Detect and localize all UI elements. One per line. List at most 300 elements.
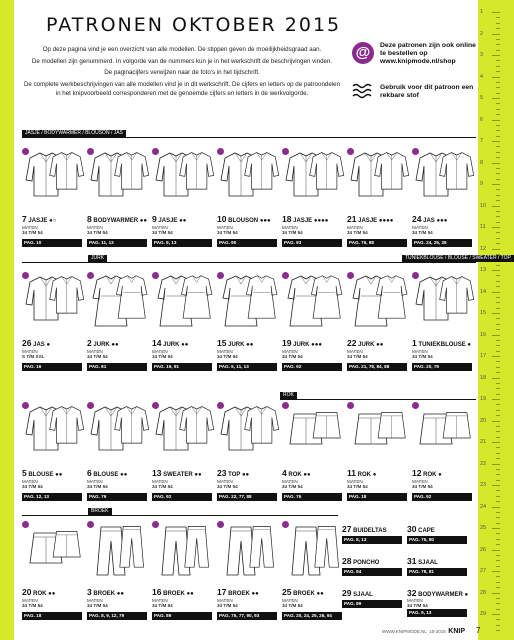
intro-line: De paginacijfers verwijzen naar de foto's in het tijdschrift. (104, 69, 260, 76)
pattern-type: JASJE (358, 218, 378, 224)
difficulty-dots: ●● (179, 218, 187, 224)
intro-line: Op deze pagina vind je een overzicht van alle modellen. De stippen geven de moeilijkheidsgraad aan. (42, 46, 322, 53)
pattern-name (87, 214, 147, 224)
pattern-card[interactable] (87, 402, 149, 514)
pattern-name (347, 338, 383, 348)
ruler-tick (496, 345, 500, 346)
page-title: PATRONEN OKTOBER 2015 (46, 14, 342, 36)
page-reference: PAG. 92 (282, 363, 342, 371)
pattern-type: BUIDELTAS (353, 528, 387, 534)
garment-back-drawing (113, 523, 152, 575)
ruler-tick (496, 130, 500, 131)
pattern-number: 13 (152, 468, 162, 478)
footer-site: WWW.KNIPMODE.NL (382, 629, 427, 634)
ruler-tick (492, 399, 500, 400)
ruler-tick (492, 12, 500, 13)
pattern-type: JURK (358, 342, 375, 348)
size-label: MATEN (22, 479, 38, 484)
pattern-card[interactable] (412, 402, 474, 514)
size-label: MATEN (152, 479, 168, 484)
difficulty-dots: ● (46, 342, 51, 348)
difficulty-dots: ●●● (311, 342, 323, 348)
size-range: 34 T/M 54 (152, 354, 173, 359)
page-reference: PAG. 92 (152, 493, 212, 501)
ruler-tick (496, 232, 500, 233)
ruler-tick (496, 216, 500, 217)
pattern-type: SJAAL (353, 592, 373, 598)
pattern-type: ROK (423, 472, 437, 478)
pattern-card[interactable] (22, 148, 84, 260)
ruler-tick (496, 512, 500, 513)
pattern-name (22, 468, 62, 478)
pattern-number: 15 (217, 338, 227, 348)
pattern-number: 18 (282, 214, 292, 224)
pattern-type: JURK (163, 342, 180, 348)
ruler-tick (492, 163, 500, 164)
garment-back-drawing (48, 274, 87, 326)
size-range: 34 T/M 54 (282, 230, 303, 235)
ruler-number: 19 (480, 396, 487, 402)
ruler-tick (492, 442, 500, 443)
ruler-tick (496, 222, 500, 223)
ruler-tick (496, 39, 500, 40)
pattern-number: 17 (217, 587, 227, 597)
ruler-tick (496, 453, 500, 454)
pattern-type: BODYWARMER (93, 218, 139, 224)
pattern-card[interactable] (87, 521, 149, 633)
ruler-tick (496, 447, 500, 448)
difficulty-dots: ● (464, 592, 469, 598)
pattern-type: SJAAL (418, 560, 438, 566)
difficulty-dots: ●○ (49, 218, 57, 224)
difficulty-dots: ●●●● (378, 218, 394, 224)
ruler-tick (496, 619, 500, 620)
footer-issue: 10-2015 (429, 629, 446, 634)
size-label: MATEN (217, 479, 233, 484)
size-label: MATEN (412, 349, 428, 354)
page-number: 7 (476, 626, 481, 635)
ruler-tick (496, 136, 500, 137)
ruler-tick (496, 168, 500, 169)
pattern-card[interactable] (22, 272, 84, 384)
difficulty-dots: ● (467, 342, 472, 348)
ruler-tick (496, 329, 500, 330)
accessory-card[interactable] (342, 588, 404, 618)
size-range: 34 T/M 54 (152, 603, 173, 608)
size-range: 34 T/M 54 (217, 484, 238, 489)
size-range: 34 T/M 54 (217, 354, 238, 359)
ruler-number: 28 (480, 589, 487, 596)
pattern-card[interactable] (282, 402, 344, 514)
ruler-tick (496, 383, 500, 384)
pattern-type: JASJE (158, 218, 178, 224)
divider (22, 262, 476, 263)
size-range: 34 T/M 54 (152, 230, 173, 235)
pattern-name (152, 338, 188, 348)
ruler-tick (496, 533, 500, 534)
ruler-tick (492, 485, 500, 486)
garment-back-drawing (113, 274, 152, 326)
ruler-number: 7 (480, 138, 484, 144)
ruler-tick (496, 598, 500, 599)
section-label-rok: ROK (280, 392, 297, 399)
ruler-number: 8 (480, 159, 484, 166)
size-range: 34 T/M 54 (87, 484, 108, 489)
stretch-fabric-text: Gebruik voor dit patroon een rekbare stof (380, 84, 474, 99)
ruler-tick (496, 66, 500, 67)
divider (22, 515, 338, 516)
ruler-tick (496, 431, 500, 432)
size-range: 34 T/M 54 (412, 354, 433, 359)
ruler-tick (496, 281, 500, 282)
pattern-card[interactable] (152, 402, 214, 514)
garment-back-drawing (438, 404, 477, 456)
ruler-tick (492, 421, 500, 422)
garment-back-drawing (243, 274, 282, 326)
ruler-tick (492, 55, 500, 56)
ruler-tick (496, 367, 500, 368)
ruler-tick (496, 458, 500, 459)
fabric-icon (352, 82, 374, 100)
page-reference: PAG. 75, 77, 90, 93 (217, 612, 277, 620)
ruler-number: 10 (480, 202, 487, 209)
pattern-card[interactable] (347, 148, 409, 260)
accessory-card[interactable] (342, 524, 404, 554)
garment-back-drawing (178, 274, 217, 326)
pattern-name (347, 214, 393, 224)
pattern-card[interactable] (282, 148, 344, 260)
size-label: MATEN (217, 225, 233, 230)
ruler-number: 14 (480, 288, 487, 295)
pattern-card[interactable] (22, 402, 84, 514)
ruler-tick (496, 437, 500, 438)
footer-brand: KNIP (448, 628, 466, 635)
ruler-number: 4 (480, 73, 484, 80)
ruler-tick (496, 603, 500, 604)
pattern-card[interactable] (152, 148, 214, 260)
pattern-card[interactable] (152, 521, 214, 633)
garment-back-drawing (113, 150, 152, 202)
garment-back-drawing (308, 404, 347, 456)
ruler-number: 9 (480, 181, 484, 187)
difficulty-dots: ●● (116, 591, 124, 597)
pattern-number: 27 (342, 524, 352, 534)
garment-back-drawing (178, 150, 217, 202)
page-reference: PAG. 9, 13 (407, 609, 467, 617)
garment-back-drawing (373, 274, 412, 326)
pattern-number: 2 (87, 338, 92, 348)
ruler-tick (492, 507, 500, 508)
pattern-name (282, 338, 322, 348)
size-range: 34 T/M 54 (217, 603, 238, 608)
page-reference: PAG. 11, 13 (87, 239, 147, 247)
difficulty-dots: ●● (139, 218, 147, 224)
ruler-tick (492, 614, 500, 615)
divider (22, 137, 476, 138)
accessory-card[interactable] (407, 556, 469, 586)
section-label-broek: BROEK (88, 508, 112, 515)
pattern-name (282, 468, 311, 478)
ruler-tick (496, 523, 500, 524)
difficulty-dots: ●● (246, 342, 254, 348)
ruler-tick (496, 50, 500, 51)
page-reference: PAG. 78, 81 (407, 568, 467, 576)
info-box (352, 42, 477, 104)
pattern-card[interactable] (217, 148, 279, 260)
pattern-card[interactable] (217, 521, 279, 633)
intro-line: De modellen zijn genummerd. In volgorde van de nummers kun je in het werkschrift de beschrijvingen vinden. (31, 57, 333, 65)
page-reference: PAG. 75, 80 (407, 536, 467, 544)
ruler-tick (496, 103, 500, 104)
pattern-name (282, 587, 324, 597)
difficulty-dots: ●● (251, 591, 259, 597)
ruler-number: 29 (480, 611, 487, 617)
pattern-card[interactable] (87, 272, 149, 384)
page-reference: PAG. 21, 78, 84, 88 (347, 363, 407, 371)
pattern-type: BLOUSE (93, 472, 119, 478)
page-reference: PAG. 6, 11, 13 (217, 363, 277, 371)
ruler-tick (496, 173, 500, 174)
pattern-type: JAS (33, 342, 45, 348)
ruler-tick (496, 82, 500, 83)
ruler-tick (496, 23, 500, 24)
page-reference: PAG. 18 (22, 612, 82, 620)
page-reference: PAG. 20, 79 (412, 363, 472, 371)
ruler-number: 6 (480, 116, 484, 123)
accessory-card[interactable] (407, 524, 469, 554)
pattern-number: 5 (22, 468, 27, 478)
page-reference: PAG. 90 (217, 239, 277, 247)
pattern-name (152, 468, 202, 478)
ruler-tick (492, 356, 500, 357)
ruler-tick (496, 114, 500, 115)
garment-back-drawing (178, 404, 217, 456)
ruler-tick (496, 404, 500, 405)
ruler-tick (496, 44, 500, 45)
pattern-type: JURK (228, 342, 245, 348)
ruler-tick (496, 275, 500, 276)
ruler-number: 22 (480, 460, 487, 467)
ruler-tick (492, 120, 500, 121)
pattern-name (217, 338, 253, 348)
size-range: 34 T/M 54 (22, 603, 43, 608)
ruler-tick (496, 60, 500, 61)
difficulty-dots: ●●●● (313, 218, 329, 224)
page-reference: PAG. 94 (342, 568, 402, 576)
ruler-number: 20 (480, 417, 487, 424)
pattern-card[interactable] (282, 521, 344, 633)
pattern-number: 24 (412, 214, 422, 224)
difficulty-dots: ●●● (259, 218, 271, 224)
garment-back-drawing (48, 404, 87, 456)
side-ruler (478, 0, 500, 640)
size-range: 34 T/M 54 (152, 484, 173, 489)
pattern-name (347, 468, 376, 478)
ruler-tick (492, 34, 500, 35)
ruler-number: 21 (480, 439, 487, 445)
size-label: MATEN (22, 225, 38, 230)
pattern-number: 14 (152, 338, 162, 348)
pattern-name (407, 588, 468, 598)
pattern-number: 20 (22, 587, 32, 597)
difficulty-dots: ●● (303, 472, 311, 478)
pattern-card[interactable] (347, 402, 409, 514)
pattern-type: PONCHO (353, 560, 380, 566)
page-reference: PAG. 76, 88 (347, 239, 407, 247)
garment-back-drawing (48, 150, 87, 202)
pattern-card[interactable] (152, 272, 214, 384)
page-reference: PAG. 12, 13 (22, 493, 82, 501)
ruler-tick (496, 625, 500, 626)
size-label: MATEN (87, 225, 103, 230)
ruler-number: 17 (480, 353, 487, 359)
ruler-tick (496, 410, 500, 411)
pattern-card[interactable] (217, 402, 279, 514)
pattern-name (217, 587, 259, 597)
pattern-name (22, 214, 56, 224)
page-reference: PAG. 18 (347, 493, 407, 501)
ruler-tick (496, 28, 500, 29)
pattern-card[interactable] (87, 148, 149, 260)
ruler-tick (496, 324, 500, 325)
size-range: 34 T/M 54 (217, 230, 238, 235)
pattern-number: 28 (342, 556, 352, 566)
ruler-number: 1 (480, 9, 484, 15)
page-reference: PAG. 93 (282, 239, 342, 247)
pattern-name (22, 338, 50, 348)
pattern-name (152, 587, 194, 597)
difficulty-dots: ●● (241, 472, 250, 478)
difficulty-dots: ●● (120, 472, 128, 478)
ruler-tick (496, 496, 500, 497)
divider (280, 399, 476, 400)
ruler-tick (496, 426, 500, 427)
pattern-card[interactable] (217, 272, 279, 384)
page-reference: PAG. 79 (87, 493, 147, 501)
ruler-number: 12 (480, 245, 487, 252)
size-label: MATEN (282, 225, 298, 230)
ruler-tick (496, 539, 500, 540)
difficulty-dots: ●●● (436, 218, 448, 224)
pattern-number: 22 (347, 338, 357, 348)
ruler-tick (496, 582, 500, 583)
ruler-tick (492, 227, 500, 228)
ruler-number: 3 (480, 52, 484, 58)
ruler-tick (496, 490, 500, 491)
pattern-card[interactable] (347, 272, 409, 384)
pattern-card[interactable] (412, 272, 474, 384)
ruler-tick (496, 195, 500, 196)
size-label: MATEN (152, 349, 168, 354)
size-label: MATEN (152, 225, 168, 230)
difficulty-dots: ●● (194, 472, 202, 478)
page-reference: PAG. 22, 77, 88 (217, 493, 277, 501)
page-reference: PAG. 81 (87, 363, 147, 371)
pattern-type: BROEK (93, 591, 116, 597)
ruler-tick (496, 238, 500, 239)
size-label: MATEN (87, 598, 103, 603)
pattern-name (412, 338, 471, 348)
pattern-name (412, 214, 447, 224)
pattern-number: 11 (347, 468, 356, 478)
ruler-number: 26 (480, 546, 487, 553)
ruler-tick (496, 388, 500, 389)
garment-back-drawing (308, 274, 347, 326)
pattern-number: 21 (347, 214, 357, 224)
pattern-name (342, 556, 379, 566)
ruler-tick (496, 372, 500, 373)
difficulty-dots: ●● (186, 591, 194, 597)
ruler-tick (496, 351, 500, 352)
pattern-number: 6 (87, 468, 92, 478)
pattern-type: JASJE (293, 218, 313, 224)
pattern-number: 10 (217, 214, 227, 224)
pattern-type: BROEK (163, 591, 185, 597)
garment-back-drawing (373, 404, 412, 456)
pattern-card[interactable] (22, 521, 84, 633)
ruler-tick (496, 265, 500, 266)
ruler-number: 18 (480, 374, 487, 381)
ruler-number: 11 (480, 224, 486, 230)
page-reference: PAG. 92 (412, 493, 472, 501)
ruler-tick (496, 146, 500, 147)
page-reference: PAG. 8, 13 (342, 536, 402, 544)
size-range: 34 T/M 54 (22, 230, 43, 235)
ruler-tick (496, 71, 500, 72)
ruler-tick (496, 302, 500, 303)
ruler-tick (496, 318, 500, 319)
accessory-card[interactable] (342, 556, 404, 586)
size-label: MATEN (217, 349, 233, 354)
pattern-type: JASJE (28, 218, 48, 224)
pattern-type: TUNIEKBLOUSE (418, 342, 466, 348)
pattern-type: ROK (357, 472, 372, 478)
pattern-card[interactable] (282, 272, 344, 384)
garment-back-drawing (243, 404, 282, 456)
size-range: 34 T/M 54 (407, 603, 428, 608)
size-label: MATEN (152, 598, 168, 603)
garment-back-drawing (373, 150, 412, 202)
pattern-number: 32 (407, 588, 417, 598)
ruler-tick (496, 517, 500, 518)
ruler-tick (492, 464, 500, 465)
page-reference: PAG. 8, 9, 12, 79 (87, 612, 147, 620)
page-reference: PAG. 8, 13 (152, 239, 212, 247)
ruler-number: 15 (480, 310, 487, 316)
ruler-tick (496, 243, 500, 244)
pattern-type: ROK (33, 591, 47, 597)
size-range: 34 T/M 54 (347, 230, 368, 235)
ruler-tick (492, 571, 500, 572)
pattern-type: BROEK (293, 591, 315, 597)
pattern-card[interactable] (412, 148, 474, 260)
ruler-tick (496, 576, 500, 577)
pattern-number: 8 (87, 214, 92, 224)
page-reference: PAG. 20, 24, 25, 26, 94 (282, 612, 342, 620)
ruler-tick (496, 566, 500, 567)
accessory-card[interactable] (407, 588, 469, 618)
pattern-name (87, 468, 127, 478)
page-reference: PAG. 10 (22, 239, 82, 247)
section-label-tuniek: TUNIEKBLOUSE / BLOUSE / SWEATER / TOP (402, 255, 514, 262)
size-label: MATEN (217, 598, 233, 603)
ruler-tick (496, 286, 500, 287)
ruler-tick (496, 630, 500, 631)
size-label: MATEN (282, 479, 298, 484)
pattern-name (217, 468, 249, 478)
ruler-tick (496, 480, 500, 481)
ruler-tick (496, 544, 500, 545)
